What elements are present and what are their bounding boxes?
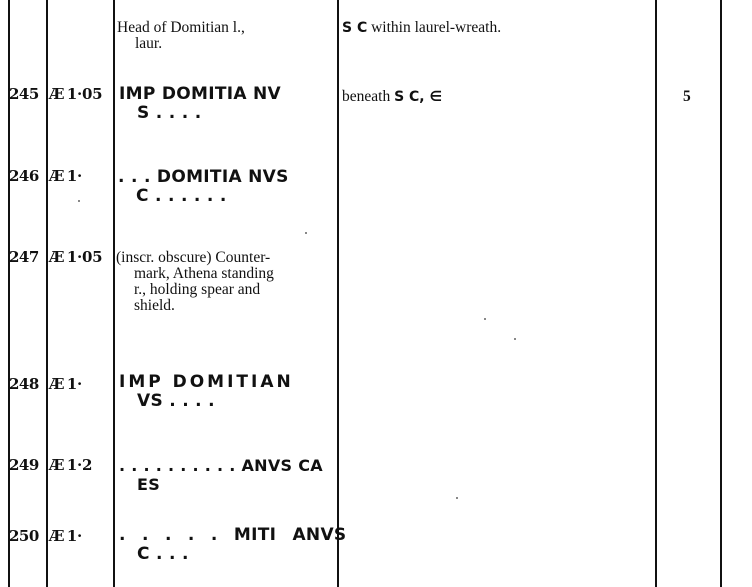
scan-speck <box>484 318 486 320</box>
specimen-count: 5 <box>683 88 691 105</box>
reverse-description <box>342 20 501 36</box>
obverse-line: Head of Domitian l., <box>117 19 245 36</box>
reverse-text: within laurel-wreath. <box>367 19 502 36</box>
scan-speck <box>514 338 516 340</box>
column-rule <box>337 0 339 587</box>
metal-and-size: Æ 1·2 <box>49 456 93 474</box>
description-line: mark, Athena standing <box>134 265 274 282</box>
column-rule <box>720 0 722 587</box>
metal-and-size: Æ 1·05 <box>49 85 103 103</box>
scan-speck <box>305 232 307 234</box>
reverse-legend: S C <box>342 20 368 36</box>
column-rule <box>655 0 657 587</box>
legend-line: . . . . . MITI ANVS <box>119 525 347 545</box>
obverse-description <box>116 250 274 314</box>
catalogue-number: 249 <box>9 456 39 474</box>
catalogue-number: 245 <box>9 85 39 103</box>
description-line: (inscr. obscure) Counter- <box>116 249 271 266</box>
scan-speck <box>78 200 80 202</box>
legend-line: IMP DOMITIA NV <box>119 84 282 104</box>
description-line: shield. <box>134 297 175 314</box>
metal-and-size: Æ 1· <box>49 527 82 545</box>
obverse-description <box>117 20 333 51</box>
obverse-line: laur. <box>135 35 163 52</box>
catalogue-number: 248 <box>9 375 39 393</box>
scan-speck <box>456 497 458 499</box>
description-line: r., holding spear and <box>134 281 261 298</box>
metal-and-size: Æ 1·05 <box>49 248 103 266</box>
column-rule <box>113 0 115 587</box>
legend-line: C . . . . . . <box>136 186 227 206</box>
catalogue-number: 246 <box>9 167 39 185</box>
catalogue-number: 250 <box>9 527 39 545</box>
catalogue-number: 247 <box>9 248 39 266</box>
obverse-legend <box>119 85 329 123</box>
column-rule <box>46 0 48 587</box>
obverse-legend <box>118 168 289 206</box>
obverse-legend <box>119 456 323 494</box>
legend-line: ES <box>137 475 161 494</box>
metal-and-size: Æ 1· <box>49 375 82 393</box>
legend-line: . . . DOMITIA NVS <box>118 167 289 187</box>
legend-line: S . . . . <box>137 103 202 123</box>
metal-and-size: Æ 1· <box>49 167 82 185</box>
obverse-legend <box>119 526 346 564</box>
obverse-legend <box>119 373 331 411</box>
legend-line: IMP DOMITIAN <box>119 372 294 392</box>
reverse-description: beneath S C, ∈ <box>342 88 443 105</box>
legend-line: . . . . . . . . . . ANVS CA <box>119 456 323 475</box>
legend-line: VS . . . . <box>137 391 215 411</box>
legend-line: C . . . <box>137 544 189 564</box>
